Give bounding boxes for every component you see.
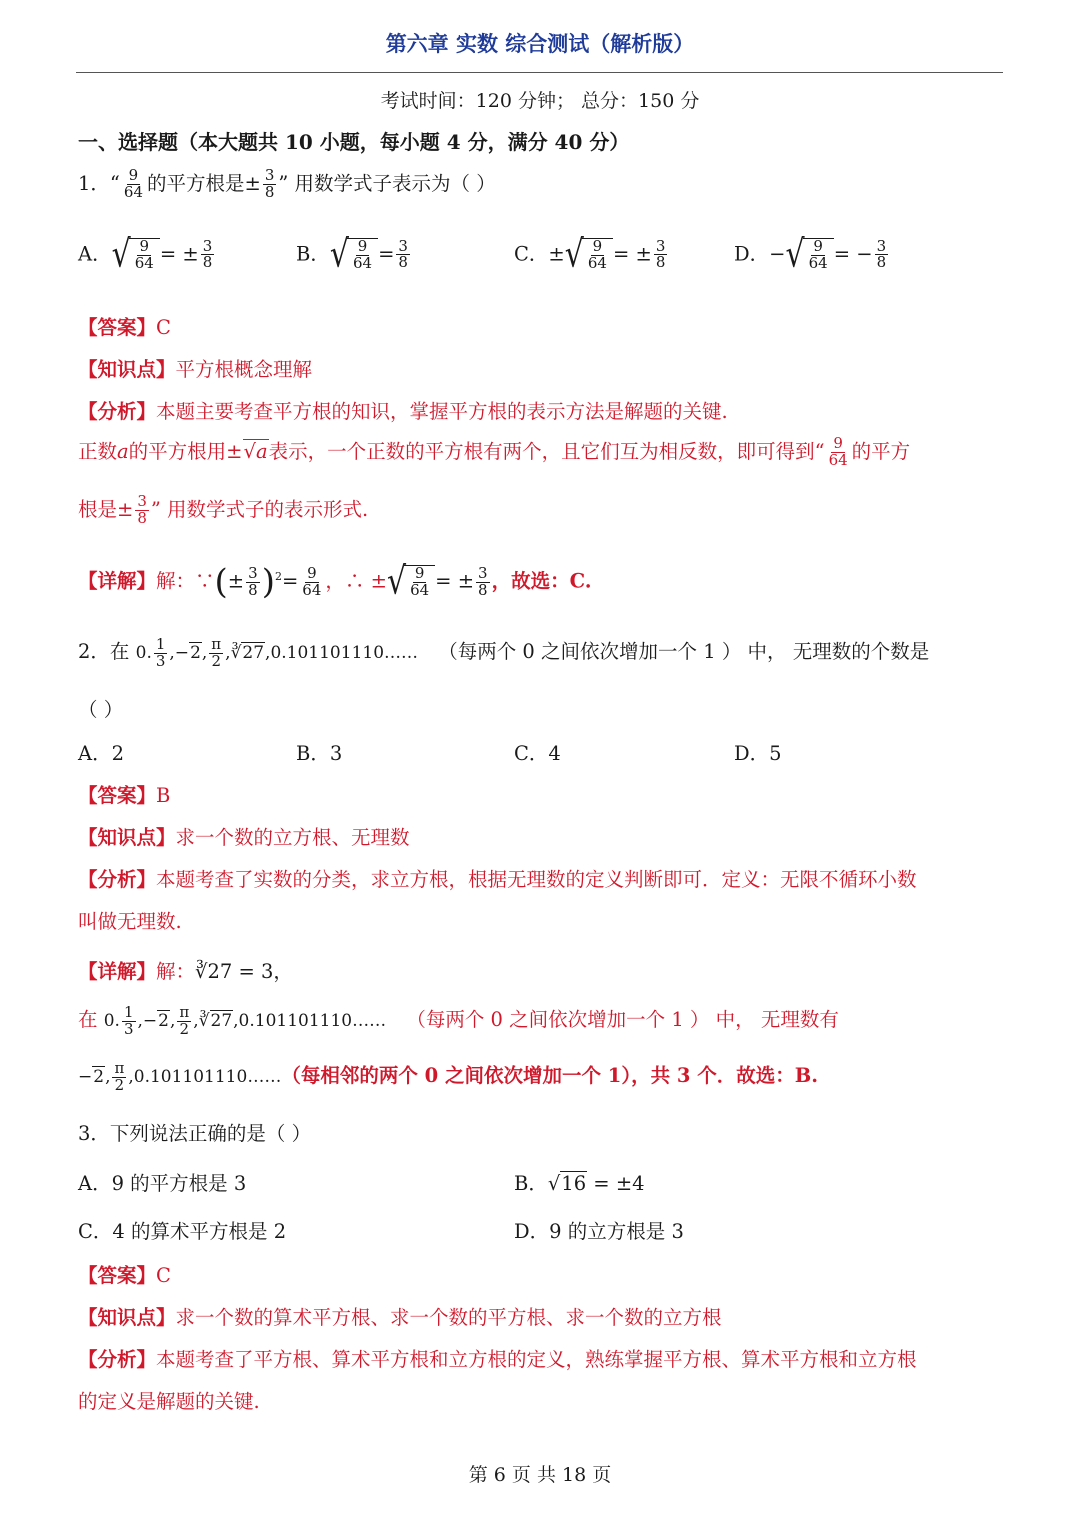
- page-number: 第 6 页 共 18 页: [468, 1464, 612, 1486]
- q2-option-d: D．5: [734, 742, 782, 765]
- q3-option-c: C．4 的算术平方根是 2: [78, 1220, 287, 1243]
- q2-option-c: C．4: [514, 742, 561, 765]
- q2-option-b: B．3: [296, 742, 343, 765]
- q1-answer: 【答案】C: [78, 316, 171, 339]
- q2-paren: （ ）: [78, 698, 124, 721]
- q1-analysis-line2: 正数a的平方根用±√a表示，一个正数的平方根有两个，且它们互为相反数，即可得到“ $\frac{9}{64}$ 的平方: [78, 434, 911, 469]
- q3-analysis-line2: 的定义是解题的关键.: [78, 1390, 260, 1413]
- header-divider: [76, 72, 1003, 73]
- q1-knowledge: 【知识点】平方根概念理解: [78, 358, 313, 381]
- q1-option-b: B． √ $\frac{9}{64}$ = $\frac{3}{8}$: [296, 232, 408, 276]
- q2-detail: 【详解】解：∛27 = 3，: [78, 960, 293, 983]
- q1-option-c: C．± √ $\frac{9}{64}$ = ± $\frac{3}{8}$: [514, 232, 666, 276]
- document-title: 第六章 实数 综合测试（解析版）: [385, 31, 695, 56]
- q1-detail: 【详解】解：∵(± $\frac{3}{8}$ )$^2$= $\frac{9}{64}$ ，∴ ± √ $\frac{9}{64}$ = ± $\frac{3}{8}$ ，故选：C.: [78, 559, 592, 604]
- q3-option-a: A．9 的平方根是 3: [78, 1172, 247, 1195]
- q2-answer: 【答案】B: [78, 784, 171, 807]
- q3-option-b: B．√16 = ±4: [514, 1172, 645, 1195]
- q2-option-a: A．2: [78, 742, 124, 765]
- q2-detail-line3: −2, $\frac{\pi}{2}$ ,0.101101110……（每相邻的两个 0 之间依次增加一个 1），共 3 个．故选：B.: [78, 1059, 818, 1094]
- q3-knowledge: 【知识点】求一个数的算术平方根、求一个数的平方根、求一个数的立方根: [78, 1306, 722, 1329]
- q3-option-d: D．9 的立方根是 3: [514, 1220, 684, 1243]
- exam-meta: 考试时间：120 分钟； 总分：150 分: [380, 90, 700, 112]
- q1-stem: 1．“ $\frac{9}{64}$ 的平方根是± $\frac{3}{8}$ ” 用数学式子表示为（ ）: [78, 166, 496, 201]
- q2-analysis: 【分析】本题考查了实数的分类，求立方根，根据无理数的定义判断即可．定义：无限不循环小数: [78, 868, 917, 891]
- section-title: 一、选择题（本大题共 10 小题，每小题 4 分，满分 40 分）: [78, 130, 630, 154]
- q3-analysis: 【分析】本题考查了平方根、算术平方根和立方根的定义，熟练掌握平方根、算术平方根和立方根: [78, 1348, 917, 1371]
- q3-stem: 3．下列说法正确的是（ ）: [78, 1122, 312, 1145]
- q2-detail-line2: 在 0. $\frac{1}{3}$ ,−2, $\frac{\pi}{2}$ ,∛27,0.101101110…… （每两个 0 之间依次增加一个 1 ） 中， 无理数有: [78, 1003, 839, 1038]
- q2-analysis-line2: 叫做无理数.: [78, 910, 182, 933]
- q3-answer: 【答案】C: [78, 1264, 171, 1287]
- q2-stem: 2．在 0. $\frac{1}{3}$ ,−2, $\frac{\pi}{2}$ ,∛27,0.101101110…… （每两个 0 之间依次增加一个 1 ） 中， 无理数的个数是: [78, 635, 930, 670]
- q1-analysis: 【分析】本题主要考查平方根的知识，掌握平方根的表示方法是解题的关键.: [78, 400, 728, 423]
- q1-option-a: A． √ $\frac{9}{64}$ = ± $\frac{3}{8}$: [78, 232, 213, 276]
- q2-knowledge: 【知识点】求一个数的立方根、无理数: [78, 826, 410, 849]
- q1-analysis-line3: 根是± $\frac{3}{8}$ ” 用数学式子的表示形式.: [78, 492, 369, 527]
- q1-option-d: D．− √ $\frac{9}{64}$ = − $\frac{3}{8}$: [734, 232, 887, 276]
